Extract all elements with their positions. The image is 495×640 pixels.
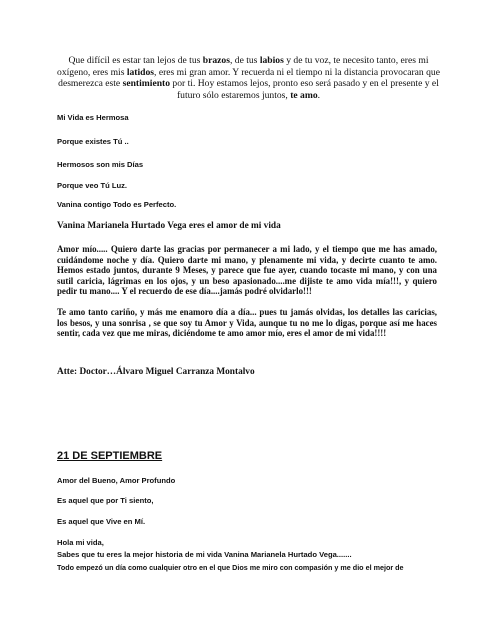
intro-paragraph	[56, 55, 441, 101]
section-line-1: Amor del Bueno, Amor Profundo	[57, 476, 176, 485]
intro-bold-sentimiento: sentimiento	[122, 78, 171, 90]
section-line-3: Es aquel que Vive en Mí.	[57, 517, 146, 526]
intro-bold-te-amo: te amo	[290, 89, 318, 101]
intro-text-1: Que difícil es estar tan lejos de tus	[68, 55, 203, 66]
dedication-line: Vanina Marianela Hurtado Vega eres el amor de mi vida	[57, 221, 281, 231]
section-line-6: Todo empezó un día como cualquier otro en el que Dios me miro con compasión y me dio el mejor de	[57, 563, 404, 572]
letter-paragraph-1: Amor mío..... Quiero darte las gracias por permanecer a mi lado, y el tiempo que me has amado, cuidándome noche y día. Quiero darte mi mano, y plenamente mi vida, y decirte cuanto te amo. Hemos estado juntos, durante 9 Meses, y parece que fue ayer, cuando tocaste mi mano, y con una sutil caricia, lágrimas en los ojos, y un beso apasionado....me dijiste te amo vida mía!!!, y quiero pedir tu mano.... Y el recuerdo de ese día....jamás podré olvidarlo!!!	[57, 244, 437, 296]
section-line-4: Hola mi vida,	[57, 538, 104, 547]
poem-line-3: Hermosos son mis Días	[57, 160, 144, 169]
section-heading: 21 DE SEPTIEMBRE	[57, 450, 163, 462]
intro-bold-labios: labios	[259, 55, 284, 66]
intro-text-6: .	[317, 89, 321, 101]
poem-line-2: Porque existes Tú ..	[57, 137, 129, 146]
poem-line-1: Mi Vida es Hermosa	[57, 113, 129, 122]
intro-text-4: , eres mi gran amor. Y recuerda ni el tiempo ni la distancia provocaran que desmerezca este	[58, 66, 440, 90]
poem-line-5: Vanina contigo Todo es Perfecto.	[57, 200, 177, 209]
intro-text-3: y de tu voz, te necesito tanto, eres mi oxígeno, eres mis	[57, 55, 429, 78]
section-line-2: Es aquel que por Ti siento,	[57, 496, 154, 505]
intro-bold-brazos: brazos	[202, 55, 230, 66]
letter-paragraph-2: Te amo tanto cariño, y más me enamoro día a día... pues tu jamás olvidas, los detalles las caricias, los besos, y una sonrisa , se que soy tu Amor y Vida, aunque tu no me lo digas, porque así me haces sentir, cada vez que me miras, diciéndome te amo amor mío, eres el amor de mi vida!!!!	[57, 307, 437, 338]
intro-text-2: , de tus	[229, 55, 260, 66]
signature-line: Atte: Doctor…Álvaro Miguel Carranza Montalvo	[57, 367, 255, 377]
section-line-5: Sabes que tu eres la mejor historia de mi vida Vanina Marianela Hurtado Vega.......	[57, 550, 352, 559]
poem-line-4: Porque veo Tú Luz.	[57, 181, 128, 190]
intro-text-5: por ti. Hoy estamos lejos, pronto eso será pasado y en el presente y el futuro sólo estaremos juntos,	[170, 78, 439, 101]
intro-bold-latidos: latidos	[126, 66, 155, 78]
